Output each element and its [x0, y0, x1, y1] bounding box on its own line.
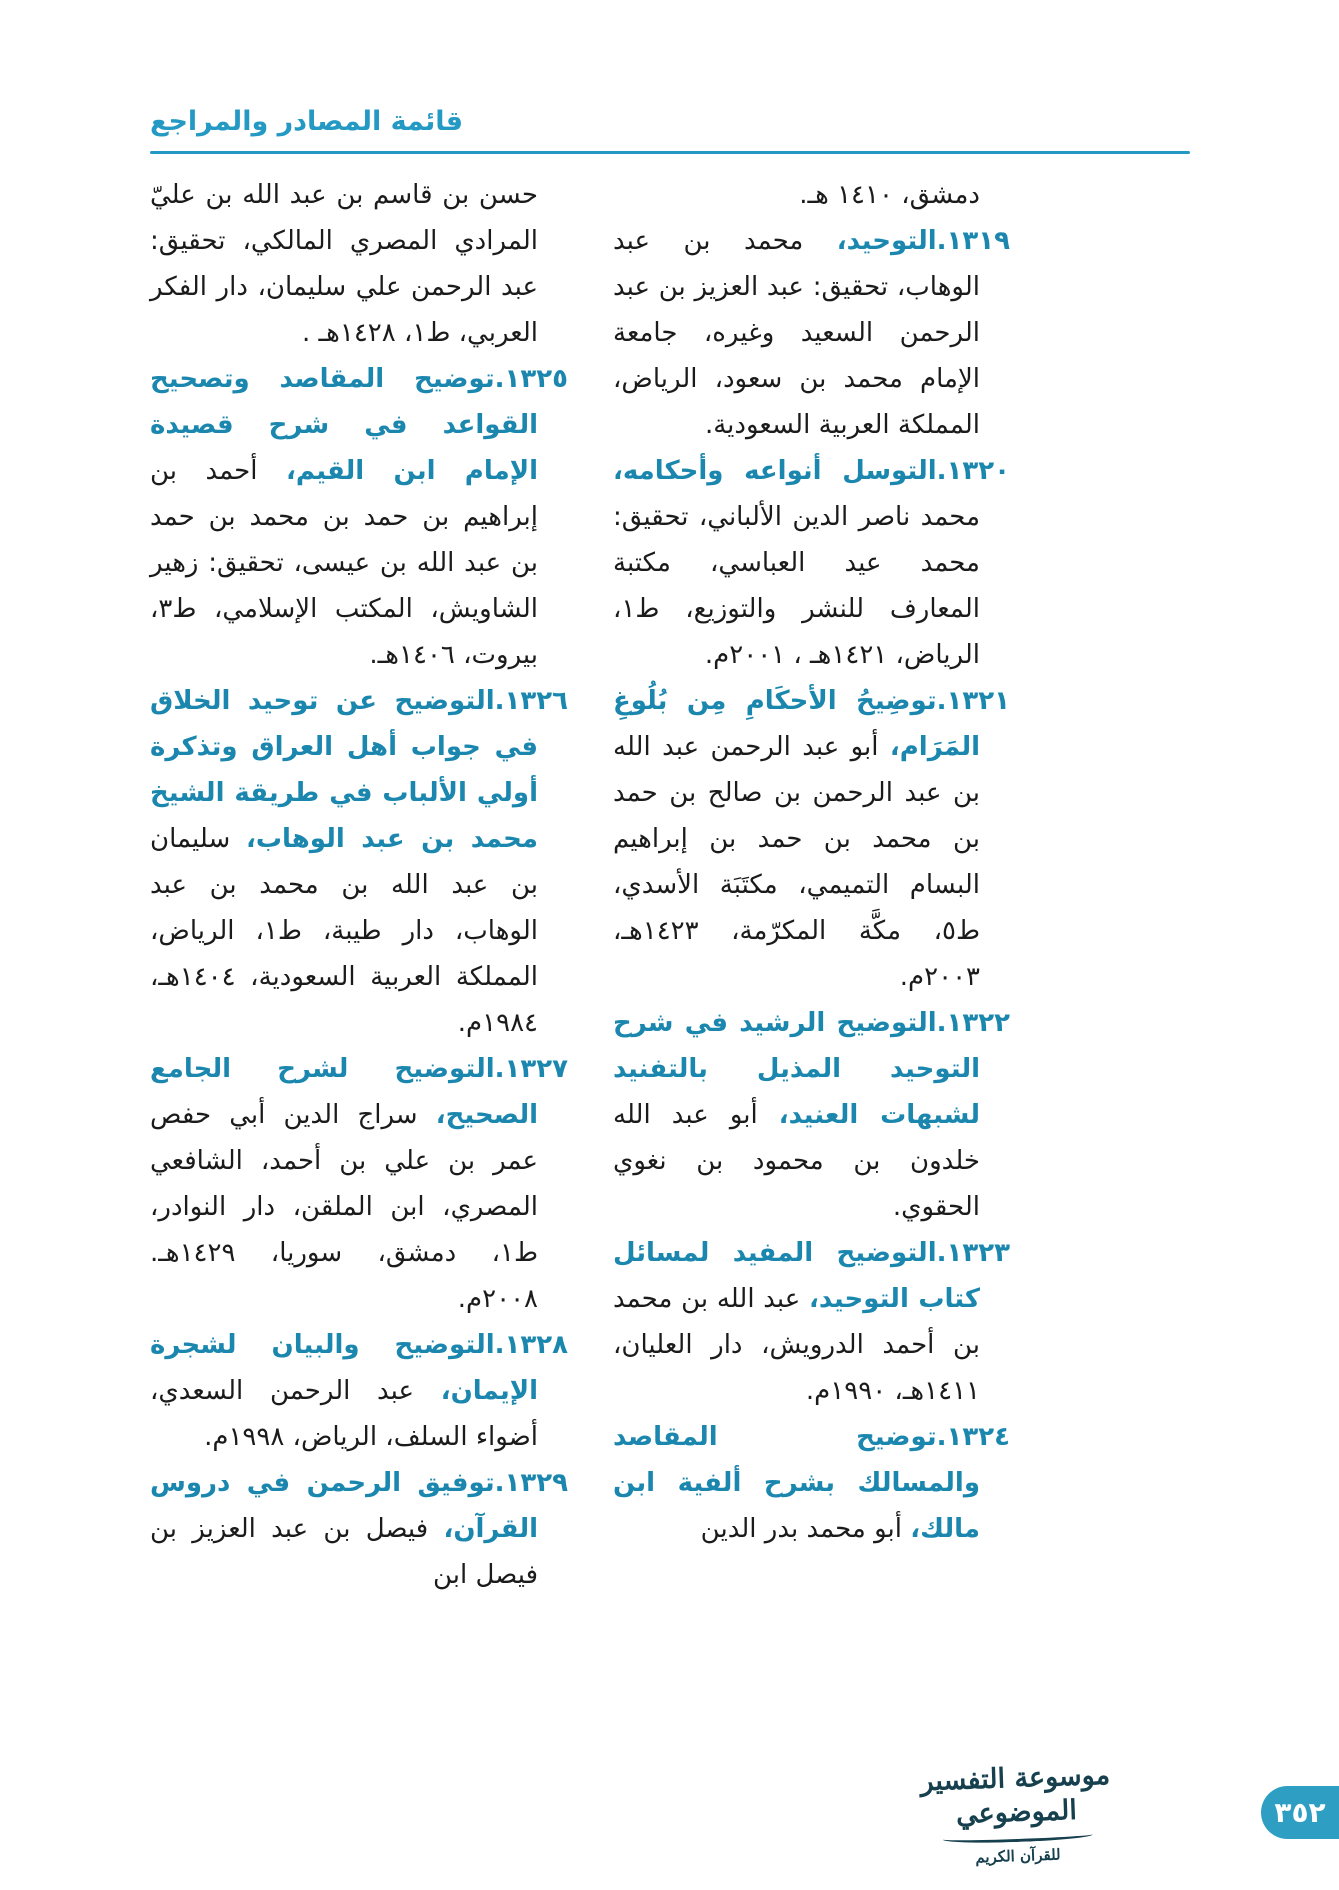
bibliography-entry — [613, 1414, 1010, 1552]
bibliography-entry — [613, 172, 1010, 218]
entry-title: التوضيح الرشيد في شرح التوحيد المذيل بالتفنيد لشبهات العنيد، — [613, 1008, 980, 1130]
entry-title: التوحيد، — [836, 226, 937, 256]
entry-number: ١٣٢٢. — [936, 1008, 1010, 1038]
entry-number: ١٣٢٩. — [494, 1468, 568, 1498]
entry-title: التوضيح المفيد لمسائل كتاب التوحيد، — [613, 1238, 980, 1314]
entry-number: ١٣٢٣. — [936, 1238, 1010, 1268]
entry-title: توضيح المقاصد وتصحيح القواعد في شرح قصيدة الإمام ابن القيم، — [150, 364, 538, 486]
entry-number: ١٣٢١. — [936, 686, 1010, 716]
entry-title: توفيق الرحمن في دروس القرآن، — [150, 1468, 538, 1544]
entry-text: عبد الرحمن السعدي، أضواء السلف، الرياض، ١٩٩٨م. — [150, 1376, 538, 1452]
publisher-logo-title: موسوعة التفسير الموضوعي — [919, 1759, 1111, 1831]
entry-number: ١٣٢٤. — [936, 1422, 1010, 1452]
entry-text: فيصل بن عبد العزيز بن فيصل ابن — [150, 1514, 538, 1590]
entry-text: عبد الله بن محمد بن أحمد الدرويش، دار العليان، ١٤١١هـ، ١٩٩٠م. — [613, 1284, 980, 1406]
bibliography-entry — [613, 448, 1010, 678]
bibliography-entry — [150, 678, 568, 1046]
column-right — [613, 172, 1010, 1750]
publisher-logo-subtitle: للقرآن الكريم — [975, 1845, 1061, 1867]
entry-text: محمد ناصر الدين الألباني، تحقيق: محمد عيد العباسي، مكتبة المعارف للنشر والتوزيع، ط١، الرياض، ١٤٢١هـ ، ٢٠٠١م. — [613, 502, 980, 670]
entry-number: ١٣٢٦. — [494, 686, 568, 716]
entry-number: ١٣١٩. — [936, 226, 1010, 256]
entry-number: ١٣٢٥. — [494, 364, 568, 394]
entry-text: أبو عبد الله خلدون بن محمود بن نغوي الحقوي. — [613, 1100, 980, 1222]
entry-number: ١٣٢٨. — [494, 1330, 568, 1360]
entry-title: توضيح المقاصد والمسالك بشرح ألفية ابن مالك، — [613, 1422, 980, 1544]
bibliography-entry — [150, 1322, 568, 1460]
entry-number: ١٣٢٠. — [936, 456, 1010, 486]
page-number: ٣٥٢ — [1274, 1796, 1326, 1829]
page-number-badge — [1261, 1786, 1339, 1839]
page-title — [150, 106, 1190, 137]
entry-number: ١٣٢٧. — [494, 1054, 568, 1084]
entry-title: التوسل أنواعه وأحكامه، — [613, 456, 937, 486]
column-left — [150, 172, 568, 1750]
entry-text: أبو محمد بدر الدين — [700, 1514, 911, 1544]
entry-text: حسن بن قاسم بن عبد الله بن عليّ المرادي المصري المالكي، تحقيق: عبد الرحمن علي سليمان، دار الفكر العربي، ط١، ١٤٢٨هـ . — [150, 180, 538, 348]
bibliography-entry — [613, 1000, 1010, 1230]
bibliography-entry — [150, 356, 568, 678]
entry-text: أحمد بن إبراهيم بن حمد بن محمد بن حمد بن عبد الله بن عيسى، تحقيق: زهير الشاويش، المكتب الإسلامي، ط٣، بيروت، ١٤٠٦هـ. — [150, 456, 538, 670]
entry-title: توضِيحُ الأحكَامِ مِن بُلُوغِ المَرَام، — [613, 686, 980, 762]
entry-title: التوضيح عن توحيد الخلاق في جواب أهل العراق وتذكرة أولي الألباب في طريقة الشيخ محمد بن عبد الوهاب، — [150, 686, 538, 854]
content-columns — [150, 172, 1010, 1750]
bibliography-entry — [150, 1046, 568, 1322]
entry-text: دمشق، ١٤١٠ هـ. — [799, 180, 980, 210]
publisher-logo — [907, 1758, 1125, 1869]
bibliography-entry — [613, 678, 1010, 1000]
bibliography-entry — [150, 172, 568, 356]
entry-text: سراج الدين أبي حفص عمر بن علي بن أحمد، الشافعي المصري، ابن الملقن، دار النوادر، ط١، دمشق، سوريا، ١٤٢٩هـ. ٢٠٠٨م. — [150, 1100, 538, 1314]
bibliography-entry — [613, 1230, 1010, 1414]
page-title-text: قائمة المصادر والمراجع — [150, 106, 464, 137]
entry-text: محمد بن عبد الوهاب، تحقيق: عبد العزيز بن عبد الرحمن السعيد وغيره، جامعة الإمام محمد بن سعود، الرياض، المملكة العربية السعودية. — [613, 226, 980, 440]
entry-title: التوضيح والبيان لشجرة الإيمان، — [150, 1330, 538, 1406]
entry-title: التوضيح لشرح الجامع الصحيح، — [150, 1054, 538, 1130]
bibliography-entry — [150, 1460, 568, 1598]
entry-text: أبو عبد الرحمن عبد الله بن عبد الرحمن بن صالح بن حمد بن محمد بن حمد بن إبراهيم البسام التميمي، مكتَبَة الأسدي، ط٥، مكَّة المكرّمة، ١٤٢٣هـ، ٢٠٠٣م. — [613, 732, 980, 992]
bibliography-entry — [613, 218, 1010, 448]
entry-text: سليمان بن عبد الله بن محمد بن عبد الوهاب، دار طيبة، ط١، الرياض، المملكة العربية السعودية، ١٤٠٤هـ، ١٩٨٤م. — [150, 824, 538, 1038]
header-divider — [150, 151, 1190, 154]
